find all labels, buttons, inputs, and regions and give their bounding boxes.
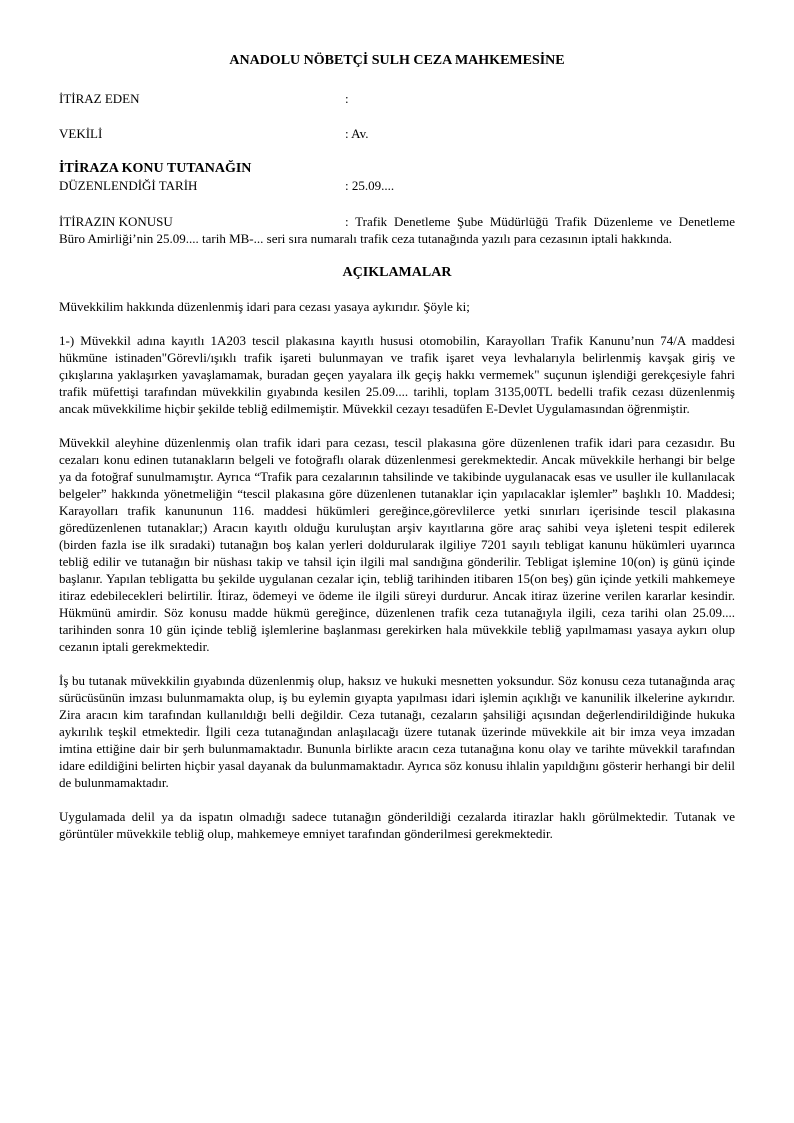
explanations-heading: AÇIKLAMALAR (342, 265, 452, 280)
attorney-label: VEKİLİ (59, 126, 103, 141)
paragraph-3: İş bu tutanak müvekkilin gıyabında düzenlenmiş olup, haksız ve hukuki mesnetten yoksundur. Söz konusu ceza tutanağında araç sürücüsünün imzası bulunmamakta olup, iş bu eylemin gıyapta yapılması idari işlemin açıklığı ve kanunilik ilkelerine aykırıdır. Zira aracın kim tarafından kullanıldığı belli değildir. Ceza tutanağı, cezaların şahsiliği açısından değerlendirildiğinde hukuka aykırılık teşkil etmektedir. İlgili ceza tutanağından anlaşılacağı üzere tutanak üzerinde müvekkile ait bir imza veya imzadan imtina ettiğine dair bir şerh bulunmamaktadır. Bununla birlikte aracın ceza tutanağına konu olay ve tarihte müvekkil tarafından idare edildiğini belirten hiçbir yasal dayanak da bulunmamaktadır. Ayrıca söz konusu ihlalin yapıldığını gösterir herhangi bir delil de bulunmamaktadır. (59, 673, 735, 790)
objector-value: : (345, 91, 349, 106)
subject-block (59, 213, 735, 247)
record-heading: İTİRAZA KONU TUTANAĞIN (59, 161, 252, 176)
attorney-value: : Av. (345, 126, 369, 141)
court-title: ANADOLU NÖBETÇİ SULH CEZA MAHKEMESİNE (229, 53, 565, 68)
document-page (59, 52, 735, 842)
paragraph-1: 1-) Müvekkil adına kayıtlı 1A203 tescil plakasına kayıtlı hususi otomobilin, Karayolları Trafik Kanunu’nun 74/A maddesi hükmüne istinaden"Görevli/ışıklı trafik işareti bulunmayan ve trafik işaret veya levhalarıyla belirlenmiş kavşak giriş ve çıkışlarına yaklaşırken yavaşlamamak, buradan geçen yayalara ilk geçiş hakkı vermemek" suçunun işlendiği gerekçesiyle fahri trafik müfettişi tarafından müvekkilin gıyabında kesilen 25.09.... tarihli, toplam 3135,00TL bedelli trafik cezası düzenlenmiş ancak müvekkilime hiçbir şekilde tebliğ edilmemiştir. Müvekkil cezayı tesadüfen E-Devlet Uygulamasından öğrenmiştir. (59, 333, 735, 416)
paragraph-2: Müvekkil aleyhine düzenlenmiş olan trafik idari para cezası, tescil plakasına göre düzenlenen trafik idari para cezasıdır. Bu cezaları konu edinen tutanakların belgeli ve fotoğraflı olarak düzenlenmesi gerekmektedir. Ancak müvekkile herhangi bir belge ya da fotoğraf sunulmamıştır. Ayrıca “Trafik para cezalarının tahsilinde ve takibinde uygulanacak esas ve usuller ile kullanılacak belgeler” hakkında yönetmeliğin “tescil plakasına göre düzenlenen tutanaklar için yapılacaklar işlemler” başlıklı 10. Maddesi; Karayolları trafik kanununun 116. maddesi hükümleri gereğince,görevlilerce yetki sınırları içerisinde tescil plakasına göredüzenlenen tutanaklar;) Aracın kayıtlı olduğu kuruluştan arşiv kayıtlarına göre araç sahibi veya işleteni tespit edilerek (birden fazla ise ilk sıradaki) tutanağın boş kalan yerleri doldurularak ilgiliye 7201 sayılı tebligat kanunu hükümleri uyarınca tebliğ edilir ve tutanağın bir nüshası takip ve tahsil için ilgili mal sandığına gönderilir. Tebligat işlemine 10(on) iş günü içinde başlanır. Yapılan tebligatta bu şekilde uygulanan cezalar için, tebliğ tarihinden itibaren 15(on beş) gün içinde yetkili mahkemeye itiraz edebilecekleri belirtilir. İtiraz, ödemeyi ve ödeme ile ilgili süreyi durdurur. Ancak itiraz üzerine verilen kararlar kesindir. Hükmünü amirdir. Söz konusu madde hükmü gereğince, düzenlenen trafik ceza tutanağıyla ilgili, ceza tarihi olan 25.09.... tarihinden sonra 10 gün içinde tebliğ işlemlerine başlanması gerekirken hala müvekkile tebliğ yapılmaması yasaya aykırı olup cezanın iptali gerekmektedir. (59, 435, 735, 654)
record-date-row (59, 177, 735, 194)
record-date-value: : 25.09.... (345, 178, 395, 193)
subject-text: : Trafik Denetleme Şube Müdürlüğü Trafik Düzenleme ve Denetleme Büro Amirliği’nin 25.09.... tarih MB-... seri sıra numaralı trafik ceza tutanağında yazılı para cezasının iptali hakkında. (59, 214, 735, 246)
objector-row (59, 90, 735, 107)
attorney-row (59, 125, 735, 142)
subject-label: İTİRAZIN KONUSU (59, 214, 173, 229)
explanations-intro: Müvekkilim hakkında düzenlenmiş idari para cezası yasaya aykırıdır. Şöyle ki; (59, 299, 470, 314)
paragraph-4: Uygulamada delil ya da ispatın olmadığı sadece tutanağın gönderildiği cezalarda itirazlar haklı görülmektedir. Tutanak ve görüntüler müvekkile tebliğ olup, mahkemeye emniyet tarafından gönderilmesi gerekmektedir. (59, 809, 735, 841)
objector-label: İTİRAZ EDEN (59, 91, 140, 106)
record-date-label: DÜZENLENDİĞİ TARİH (59, 178, 198, 193)
